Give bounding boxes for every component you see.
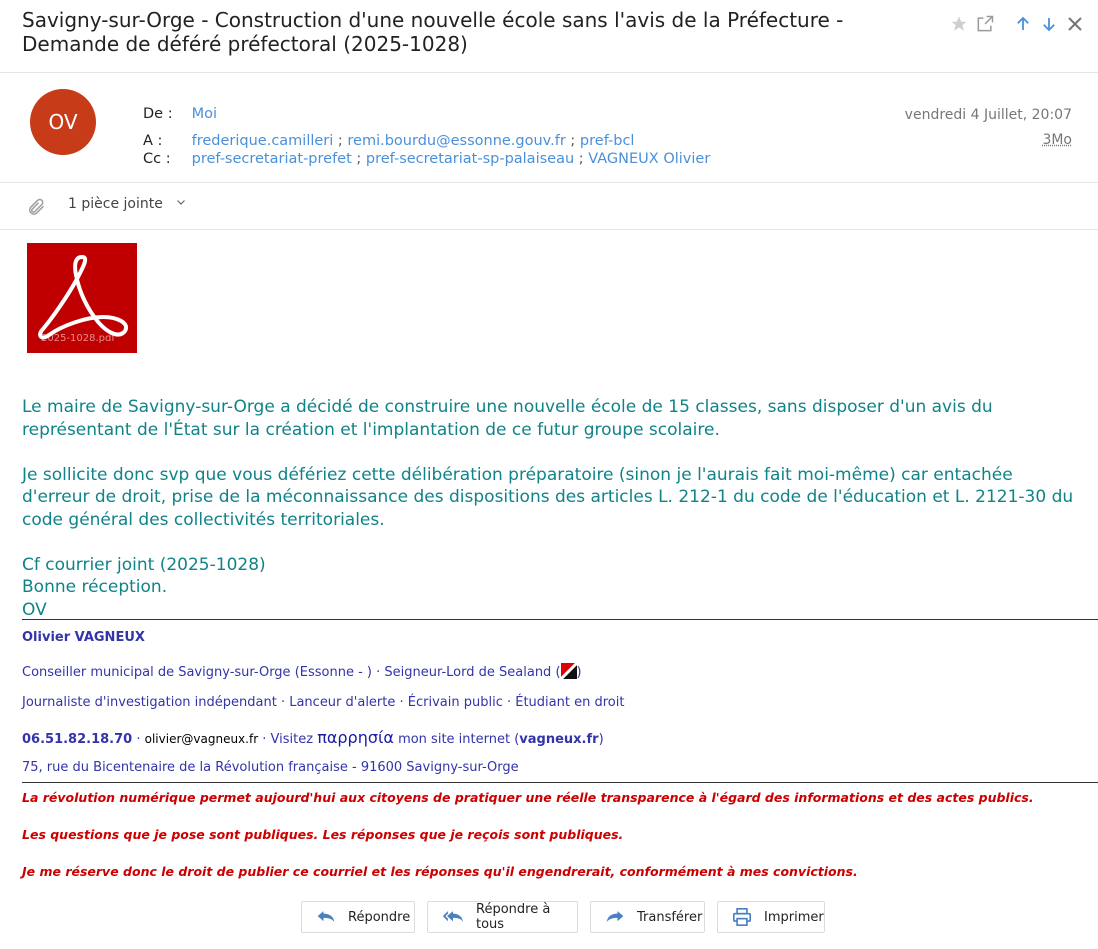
header-toolbar bbox=[946, 12, 1088, 36]
from-sender-link[interactable]: Moi bbox=[191, 106, 218, 122]
disclaimer-line: Je me réserve donc le droit de publier ce courriel et les réponses qu'il engendrerait, conformément à mes convictions. bbox=[22, 864, 858, 879]
pdf-attachment-name: 2025-1028.pdf bbox=[41, 333, 115, 344]
message-size: 3Mo bbox=[1042, 132, 1072, 148]
signature-name: Olivier VAGNEUX bbox=[22, 630, 145, 645]
website-link[interactable]: vagneux.fr bbox=[519, 732, 599, 747]
cc-row: Cc : pref-secretariat-prefet ; pref-secretariat-sp-palaiseau ; VAGNEUX Olivier bbox=[143, 151, 711, 167]
reply-all-button[interactable]: Répondre à tous bbox=[427, 901, 578, 933]
to-row: A : frederique.camilleri ; remi.bourdu@essonne.gouv.fr ; pref-bcl bbox=[143, 133, 635, 149]
signature-divider bbox=[22, 619, 1098, 620]
signature-address: 75, rue du Bicentenaire de la Révolution française - 91600 Savigny-sur-Orge bbox=[22, 760, 519, 775]
pdf-attachment-thumbnail[interactable] bbox=[27, 243, 137, 353]
arrow-down-icon[interactable] bbox=[1036, 12, 1062, 36]
body-signoff: OV bbox=[22, 599, 47, 620]
cc-recipient-link[interactable]: VAGNEUX Olivier bbox=[588, 151, 711, 167]
message-date: vendredi 4 Juillet, 20:07 bbox=[904, 107, 1072, 123]
message-body bbox=[22, 396, 1082, 621]
message-actions bbox=[301, 901, 825, 933]
external-link-icon[interactable] bbox=[972, 12, 998, 36]
from-label: De : bbox=[143, 106, 173, 122]
parrhesia-link[interactable]: παρρησία bbox=[317, 728, 394, 747]
forward-icon bbox=[605, 909, 625, 925]
attachments-bar bbox=[0, 183, 1098, 230]
cc-label: Cc : bbox=[143, 151, 171, 167]
to-recipient-link[interactable]: frederique.camilleri bbox=[191, 133, 334, 149]
forward-button[interactable]: Transférer bbox=[590, 901, 705, 933]
arrow-up-icon[interactable] bbox=[1010, 12, 1036, 36]
reply-icon bbox=[316, 909, 336, 925]
sealand-flag-icon bbox=[561, 663, 577, 683]
to-recipient-link[interactable]: remi.bourdu@essonne.gouv.fr bbox=[347, 133, 566, 149]
message-meta bbox=[0, 73, 1098, 183]
reply-button[interactable]: Répondre bbox=[301, 901, 415, 933]
paperclip-icon bbox=[26, 197, 46, 221]
signature-line-2: Journaliste d'investigation indépendant · Lanceur d'alerte · Écrivain public · Étudiant en droit bbox=[22, 695, 625, 710]
star-icon[interactable] bbox=[946, 12, 972, 36]
signature-line-1: Conseiller municipal de Savigny-sur-Orge (Essonne - ) · Seigneur-Lord de Sealand ( ) bbox=[22, 663, 582, 683]
disclaimer-divider bbox=[22, 782, 1098, 783]
signature-phone: 06.51.82.18.70 bbox=[22, 732, 133, 747]
print-button[interactable]: Imprimer bbox=[717, 901, 825, 933]
close-icon[interactable] bbox=[1062, 12, 1088, 36]
message-subject: Savigny-sur-Orge - Construction d'une nouvelle école sans l'avis de la Préfecture - Demande de déféré préfectoral (2025-1028) bbox=[22, 8, 844, 56]
body-line: Bonne réception. bbox=[22, 577, 168, 597]
cc-recipient-link[interactable]: pref-secretariat-sp-palaiseau bbox=[365, 151, 575, 167]
disclaimer-line: La révolution numérique permet aujourd'hui aux citoyens de pratiquer une réelle transparence à l'égard des informations et des actes publics. bbox=[22, 790, 1034, 805]
from-row bbox=[143, 105, 217, 123]
attachments-count-label: 1 pièce jointe bbox=[68, 196, 163, 212]
disclaimer-line: Les questions que je pose sont publiques. Les réponses que je reçois sont publiques. bbox=[22, 827, 624, 842]
message-header bbox=[0, 0, 1098, 73]
to-recipient-link[interactable]: pref-bcl bbox=[579, 133, 635, 149]
printer-icon bbox=[732, 908, 752, 926]
body-paragraph: Le maire de Savigny-sur-Orge a décidé de construire une nouvelle école de 15 classes, sans disposer d'un avis du représentant de l'État sur la création et l'implantation de ce futur groupe scolaire. bbox=[22, 397, 993, 440]
to-label: A : bbox=[143, 133, 163, 149]
body-paragraph: Je sollicite donc svp que vous défériez cette délibération préparatoire (sinon je l'aurais fait moi-même) car entachée d'erreur de droit, prise de la méconnaissance des dispositions des articles L. 212-1 du code de l'éducation et L. 2121-30 du code général des collectivités territoriales. bbox=[22, 464, 1074, 530]
body-line: Cf courrier joint (2025-1028) bbox=[22, 554, 266, 575]
chevron-down-icon bbox=[175, 196, 187, 212]
signature-contact-line: 06.51.82.18.70 · olivier@vagneux.fr · Visitez παρρησία mon site internet (vagneux.fr) bbox=[22, 728, 604, 747]
avatar: OV bbox=[30, 89, 96, 155]
cc-recipient-link[interactable]: pref-secretariat-prefet bbox=[191, 151, 352, 167]
attachments-toggle[interactable] bbox=[68, 196, 187, 212]
signature-email-link[interactable]: olivier@vagneux.fr bbox=[144, 732, 259, 746]
reply-all-icon bbox=[442, 909, 464, 925]
